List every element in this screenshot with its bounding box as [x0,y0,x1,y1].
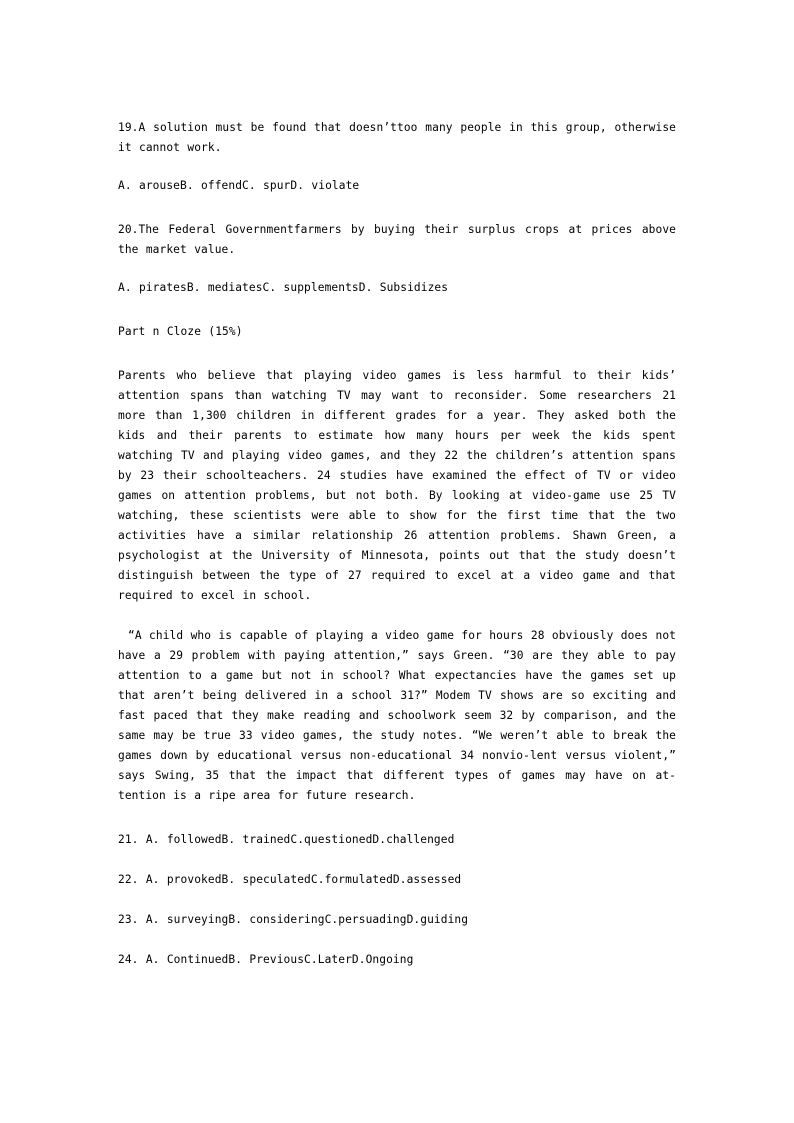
cloze-passage-paragraph-2: “A child who is capable of playing a video game for hours 28 obviously does not have a 29 problem with paying attention,” says Green. “30 are they able to pay attention to a game but not in school? What expectancies have the games set up that aren’t being delivered in a school 31?” Modem TV shows are so exciting and fast paced that they make reading and schoolwork seem 32 by comparison, and the same may be true 33 video games, the study notes. “We weren’t able to break the games down by educational versus non-educational 34 nonvio-lent versus violent,” says Swing, 35 that the impact that different types of games may have on at-tention is a ripe area for future research. [118,629,684,802]
cloze-option-21: 21. A. followedB. trainedC.questionedD.challenged [118,833,455,846]
question-19-stem: 19.A solution must be found that doesn’ttoo many people in this group, otherwise it cannot work. [118,121,684,154]
question-19-options: A. arouseB. offendC. spurD. violate [118,179,360,192]
section-heading-part-ii-cloze: Part n Cloze (15%) [118,325,243,338]
question-20-options: A. piratesB. mediatesC. supplementsD. Subsidizes [118,281,449,294]
cloze-option-24: 24. A. ContinuedB. PreviousC.LaterD.Ongoing [118,953,414,966]
cloze-passage-paragraph-1: Parents who believe that playing video games is less harmful to their kids’ attention spans than watching TV may want to reconsider. Some researchers 21 more than 1,300 children in different grades for a year. They asked both the kids and their parents to estimate how many hours per week the kids spent watching TV and playing video games, and they 22 the children’s attention spans by 23 their schoolteachers. 24 studies have examined the effect of TV or video games on attention problems, but not both. By looking at video-game use 25 TV watching, these scientists were able to show for the first time that the two activities have a similar relationship 26 attention problems. Shawn Green, a psychologist at the University of Minnesota, points out that the study doesn’t distinguish between the type of 27 required to excel at a video game and that required to excel in school. [118,369,684,602]
cloze-option-23: 23. A. surveyingB. consideringC.persuadingD.guiding [118,913,469,926]
question-20-stem: 20.The Federal Governmentfarmers by buying their surplus crops at prices above the market value. [118,223,684,256]
cloze-option-22: 22. A. provokedB. speculatedC.formulatedD.assessed [118,873,462,886]
